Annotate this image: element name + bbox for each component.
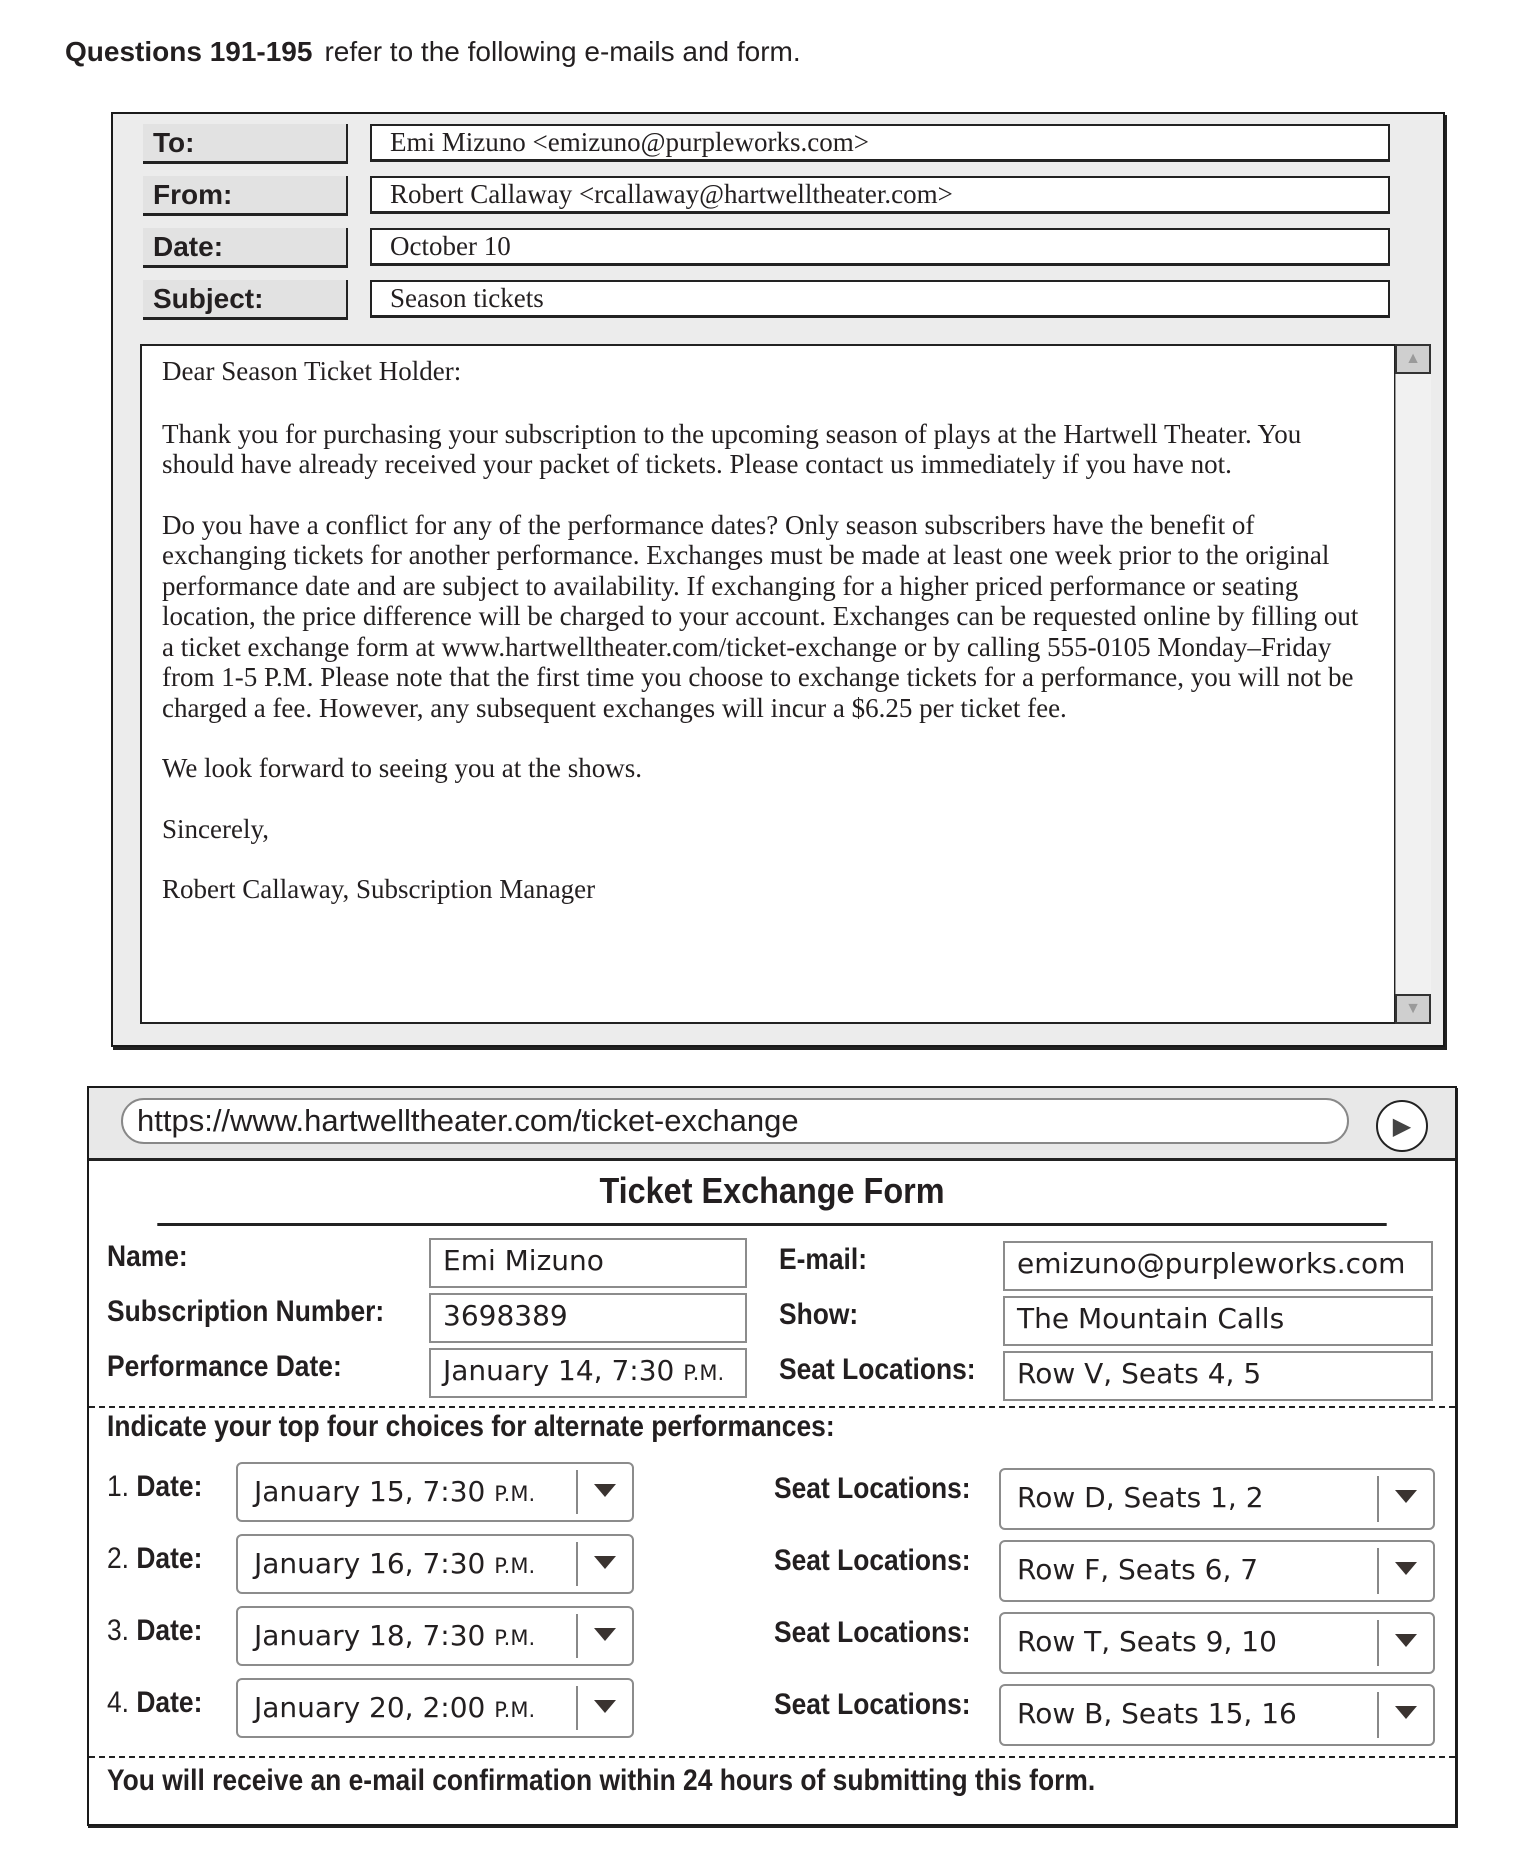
alt-3-date-label: Date: [136,1614,203,1647]
email-paragraph-2: Do you have a conflict for any of the performance dates? Only season subscribers have the benefit of exchanging tickets for another performance. Exchanges must be made at least one week prior to the original performance date and are subject to availability. If exchanging for a higher priced performance or seating location, the price difference will be charged to your account. Exchanges can be requested online by filling out a ticket exchange form at www.hartwelltheater.com/ticket-exchange or by calling 555-0105 Monday–Friday from 1-5 P.M. Please note that the first time you choose to exchange tickets for a performance, you will not be charged a fee. However, any subsequent exchanges will incur a $6.25 per ticket fee. [162,509,1359,723]
form-footer-note: You will receive an e-mail confirmation within 24 hours of submitting this form. [107,1764,1096,1797]
subscription-number-input[interactable]: 3698389 [429,1293,747,1343]
chevron-down-icon[interactable] [1395,1706,1417,1719]
form-title: Ticket Exchange Form [157,1161,1386,1226]
name-input[interactable]: Emi Mizuno [429,1238,747,1288]
show-label: Show: [779,1298,859,1331]
email-paragraph-1: Thank you for purchasing your subscription to the upcoming season of plays at the Hartwell Theater. You should have already received your packet of tickets. Please contact us immediately if you have not. [162,418,1302,479]
email-paragraph-3: We look forward to seeing you at the shows. [162,753,642,783]
url-input[interactable]: https://www.hartwelltheater.com/ticket-exchange [121,1098,1349,1144]
alt-4-date-select[interactable] [236,1678,634,1738]
seat-locations-label: Seat Locations: [779,1353,976,1386]
address-bar-area [89,1088,1455,1161]
alt-1-date-suffix: P.M. [494,1482,536,1506]
alt-2-date-value: January 16, 7:30 [254,1547,486,1580]
alt-2-seat-select[interactable] [999,1540,1435,1602]
chevron-down-icon[interactable] [594,1556,616,1569]
subscription-number-label: Subscription Number: [107,1295,385,1328]
from-field[interactable]: Robert Callaway <rcallaway@hartwelltheater.com> [370,176,1390,214]
alt-3-seat-select[interactable] [999,1612,1435,1674]
alt-1-date-label: Date: [136,1470,203,1503]
alt-2-seat-label: Seat Locations: [774,1544,971,1577]
alt-4-seat-select[interactable] [999,1684,1435,1746]
alt-1-date-value: January 15, 7:30 [254,1475,486,1508]
email-signature: Robert Callaway, Subscription Manager [162,874,596,904]
alt-2-date-suffix: P.M. [494,1554,536,1578]
alt-2-num: 2. [107,1542,130,1575]
email-input[interactable]: emizuno@purpleworks.com [1003,1241,1433,1291]
alt-3-date-value: January 18, 7:30 [254,1619,486,1652]
chevron-down-icon[interactable] [594,1628,616,1641]
intro-text: refer to the following e-mails and form. [324,36,801,67]
alt-1-num: 1. [107,1470,130,1503]
scroll-down-icon[interactable]: ▼ [1395,994,1431,1024]
alt-1-date-select[interactable] [236,1462,634,1522]
alt-1-seat-select[interactable] [999,1468,1435,1530]
alt-4-date-label: Date: [136,1686,203,1719]
email-closing: Sincerely, [162,813,269,844]
alternates-prompt: Indicate your top four choices for alternate performances: [107,1410,835,1443]
date-label: Date: [143,228,348,268]
alt-2-date-label: Date: [136,1542,203,1575]
browser-window [87,1086,1457,1826]
alt-1-seat-value: Row D, Seats 1, 2 [1017,1481,1264,1514]
performance-date-value: January 14, 7:30 [443,1354,675,1387]
questions-label: Questions 191-195 [65,36,313,67]
email-body[interactable] [140,344,1396,1024]
subject-label: Subject: [143,280,348,320]
to-label: To: [143,124,348,164]
performance-date-suffix: P.M. [683,1361,725,1385]
chevron-down-icon[interactable] [594,1700,616,1713]
email-scrollbar[interactable] [1395,344,1431,1024]
alt-4-date-suffix: P.M. [494,1698,536,1722]
seat-locations-input[interactable]: Row V, Seats 4, 5 [1003,1351,1433,1401]
subject-field[interactable]: Season tickets [370,280,1390,318]
name-label: Name: [107,1240,188,1273]
alt-4-date-value: January 20, 2:00 [254,1691,486,1724]
intro-line [65,36,801,68]
alt-4-seat-value: Row B, Seats 15, 16 [1017,1697,1297,1730]
performance-date-input[interactable] [429,1348,747,1398]
email-greeting: Dear Season Ticket Holder: [162,356,462,386]
alt-3-date-suffix: P.M. [494,1626,536,1650]
divider [89,1406,1455,1408]
alt-3-seat-value: Row T, Seats 9, 10 [1017,1625,1277,1658]
alt-2-seat-value: Row F, Seats 6, 7 [1017,1553,1259,1586]
show-input[interactable]: The Mountain Calls [1003,1296,1433,1346]
alt-3-seat-label: Seat Locations: [774,1616,971,1649]
alt-3-date-select[interactable] [236,1606,634,1666]
alt-4-num: 4. [107,1686,130,1719]
performance-date-label: Performance Date: [107,1350,342,1383]
chevron-down-icon[interactable] [594,1484,616,1497]
email-window [111,112,1445,1047]
chevron-down-icon[interactable] [1395,1490,1417,1503]
divider [89,1756,1455,1758]
date-field[interactable]: October 10 [370,228,1390,266]
chevron-down-icon[interactable] [1395,1634,1417,1647]
scroll-up-icon[interactable]: ▲ [1395,344,1431,374]
chevron-down-icon[interactable] [1395,1562,1417,1575]
alt-1-seat-label: Seat Locations: [774,1472,971,1505]
email-label: E-mail: [779,1243,868,1276]
alt-4-seat-label: Seat Locations: [774,1688,971,1721]
to-field[interactable]: Emi Mizuno <emizuno@purpleworks.com> [370,124,1390,162]
alt-3-num: 3. [107,1614,130,1647]
from-label: From: [143,176,348,216]
go-play-icon[interactable]: ▶ [1376,1100,1428,1152]
alt-2-date-select[interactable] [236,1534,634,1594]
